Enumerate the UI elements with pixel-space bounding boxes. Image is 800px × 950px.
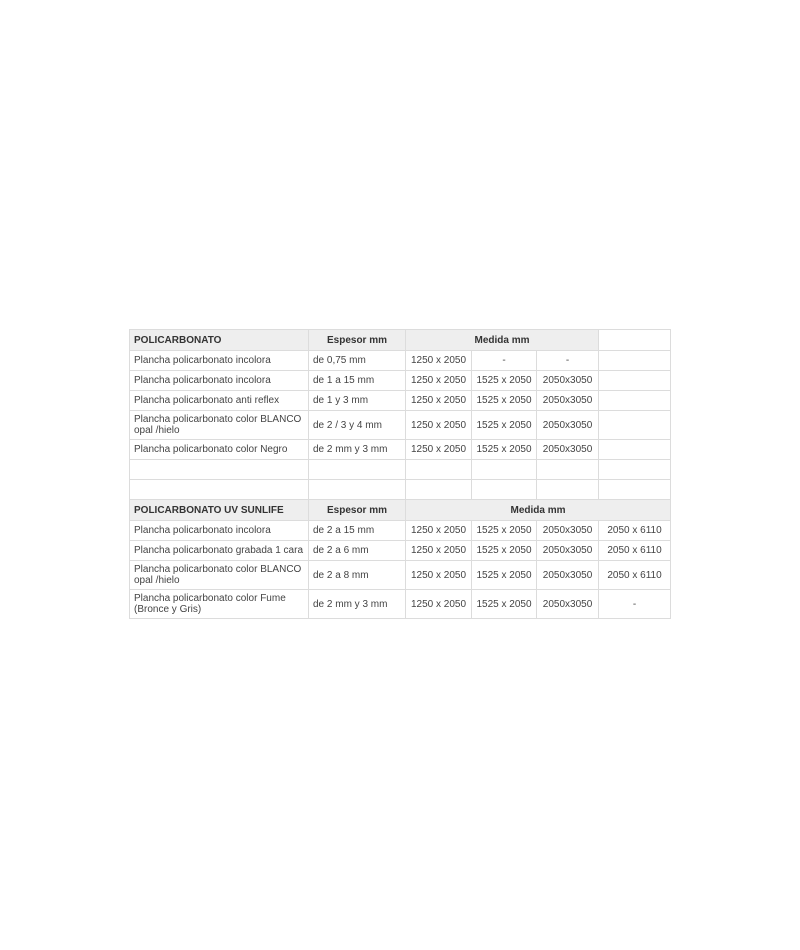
table-row bbox=[130, 521, 671, 541]
product-cell: Plancha policarbonato incolora bbox=[130, 371, 309, 391]
size-cell: 1525 x 2050 bbox=[472, 371, 537, 391]
empty-cell bbox=[599, 480, 671, 500]
empty-cell bbox=[599, 460, 671, 480]
empty-cell bbox=[406, 460, 472, 480]
empty-cell bbox=[472, 480, 537, 500]
thickness-cell: de 2 mm y 3 mm bbox=[309, 440, 406, 460]
table-row bbox=[130, 391, 671, 411]
product-cell: Plancha policarbonato incolora bbox=[130, 351, 309, 371]
size-cell: 2050x3050 bbox=[537, 541, 599, 561]
size-cell: 1525 x 2050 bbox=[472, 541, 537, 561]
empty-cell bbox=[130, 460, 309, 480]
product-cell: Plancha policarbonato color Negro bbox=[130, 440, 309, 460]
size-cell: 2050x3050 bbox=[537, 590, 599, 619]
thickness-cell: de 2 a 8 mm bbox=[309, 561, 406, 590]
table-row bbox=[130, 590, 671, 619]
size-cell: - bbox=[599, 590, 671, 619]
size-cell: 1250 x 2050 bbox=[406, 561, 472, 590]
size-cell: 2050x3050 bbox=[537, 411, 599, 440]
size-cell: 1525 x 2050 bbox=[472, 521, 537, 541]
product-cell: Plancha policarbonato color Fume (Bronce y Gris) bbox=[130, 590, 309, 619]
size-cell: 1525 x 2050 bbox=[472, 391, 537, 411]
size-cell: 2050x3050 bbox=[537, 561, 599, 590]
product-cell: Plancha policarbonato grabada 1 cara bbox=[130, 541, 309, 561]
thickness-cell: de 1 a 15 mm bbox=[309, 371, 406, 391]
product-cell: Plancha policarbonato color BLANCO opal /hielo bbox=[130, 411, 309, 440]
table-row bbox=[130, 541, 671, 561]
product-cell: Plancha policarbonato color BLANCO opal /hielo bbox=[130, 561, 309, 590]
header-thickness: Espesor mm bbox=[309, 500, 406, 521]
size-cell bbox=[599, 371, 671, 391]
size-cell: 1525 x 2050 bbox=[472, 440, 537, 460]
thickness-cell: de 0,75 mm bbox=[309, 351, 406, 371]
size-cell: - bbox=[537, 351, 599, 371]
size-cell: 2050x3050 bbox=[537, 440, 599, 460]
size-cell: 1250 x 2050 bbox=[406, 351, 472, 371]
header-product: POLICARBONATO bbox=[130, 330, 309, 351]
size-cell: 2050x3050 bbox=[537, 521, 599, 541]
empty-cell bbox=[309, 460, 406, 480]
thickness-cell: de 2 mm y 3 mm bbox=[309, 590, 406, 619]
size-cell bbox=[599, 391, 671, 411]
size-cell: 1250 x 2050 bbox=[406, 521, 472, 541]
size-cell bbox=[599, 351, 671, 371]
header-product: POLICARBONATO UV SUNLIFE bbox=[130, 500, 309, 521]
thickness-cell: de 2 a 15 mm bbox=[309, 521, 406, 541]
empty-cell bbox=[309, 480, 406, 500]
thickness-cell: de 2 / 3 y 4 mm bbox=[309, 411, 406, 440]
size-cell: 2050x3050 bbox=[537, 371, 599, 391]
size-cell: 1525 x 2050 bbox=[472, 411, 537, 440]
size-cell: 2050 x 6110 bbox=[599, 521, 671, 541]
section-header-row bbox=[130, 330, 671, 351]
empty-cell bbox=[130, 480, 309, 500]
size-cell: 1250 x 2050 bbox=[406, 440, 472, 460]
header-size: Medida mm bbox=[406, 500, 671, 521]
header-size: Medida mm bbox=[406, 330, 599, 351]
table-row bbox=[130, 351, 671, 371]
table-row bbox=[130, 561, 671, 590]
section-header-row bbox=[130, 500, 671, 521]
size-cell: 1250 x 2050 bbox=[406, 590, 472, 619]
table-row bbox=[130, 371, 671, 391]
thickness-cell: de 1 y 3 mm bbox=[309, 391, 406, 411]
empty-cell bbox=[537, 460, 599, 480]
empty-cell bbox=[406, 480, 472, 500]
size-cell bbox=[599, 411, 671, 440]
size-cell: 1525 x 2050 bbox=[472, 590, 537, 619]
size-cell: 2050 x 6110 bbox=[599, 561, 671, 590]
empty-row bbox=[130, 460, 671, 480]
size-cell: 2050 x 6110 bbox=[599, 541, 671, 561]
empty-cell bbox=[537, 480, 599, 500]
size-cell: 1250 x 2050 bbox=[406, 391, 472, 411]
product-spec-table bbox=[129, 329, 671, 619]
empty-row bbox=[130, 480, 671, 500]
table-row bbox=[130, 440, 671, 460]
size-cell: 2050x3050 bbox=[537, 391, 599, 411]
size-cell: 1250 x 2050 bbox=[406, 371, 472, 391]
empty-cell bbox=[472, 460, 537, 480]
header-empty-cell bbox=[599, 330, 671, 351]
product-cell: Plancha policarbonato incolora bbox=[130, 521, 309, 541]
product-cell: Plancha policarbonato anti reflex bbox=[130, 391, 309, 411]
size-cell: 1250 x 2050 bbox=[406, 411, 472, 440]
thickness-cell: de 2 a 6 mm bbox=[309, 541, 406, 561]
size-cell bbox=[599, 440, 671, 460]
header-thickness: Espesor mm bbox=[309, 330, 406, 351]
size-cell: 1250 x 2050 bbox=[406, 541, 472, 561]
size-cell: 1525 x 2050 bbox=[472, 561, 537, 590]
table-row bbox=[130, 411, 671, 440]
size-cell: - bbox=[472, 351, 537, 371]
